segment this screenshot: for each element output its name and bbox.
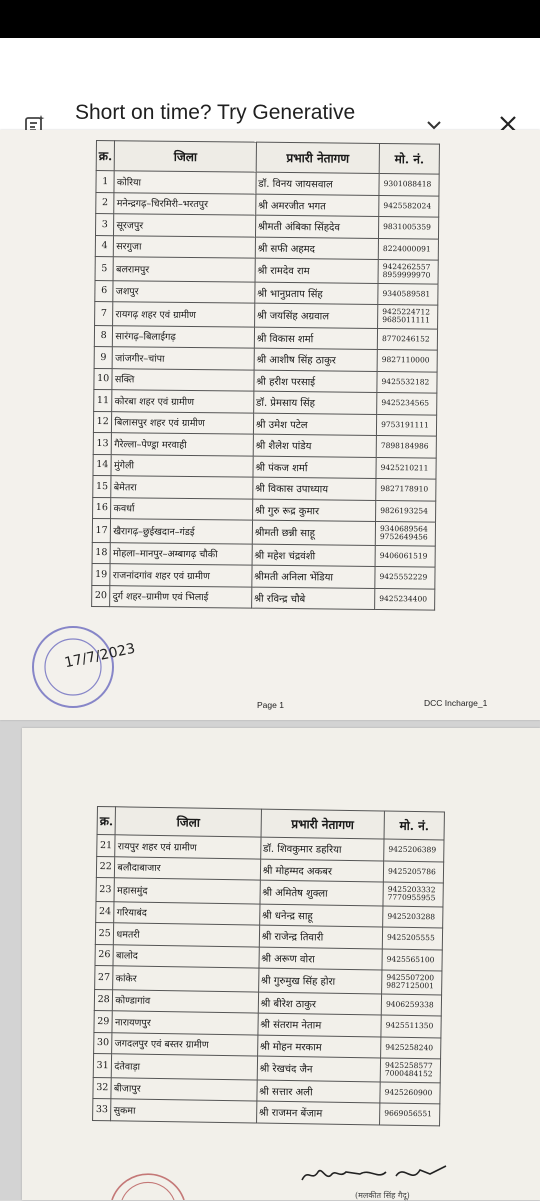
row-leader: श्री भानुप्रताप सिंह: [255, 282, 379, 305]
row-district: बलरामपुर: [113, 257, 255, 282]
row-number: 5: [95, 256, 114, 280]
row-leader: श्री मोहन मरकाम: [257, 1035, 381, 1058]
mobile-number: 9752649456: [379, 532, 428, 542]
row-leader: श्री उमेश पटेल: [253, 413, 377, 436]
mobile-number: 9425206389: [388, 844, 437, 855]
mobile-number: 9425234400: [379, 593, 428, 604]
mobile-number: 9424262557: [382, 262, 431, 272]
row-leader: डॉ. विनय जायसवाल: [256, 172, 380, 195]
row-number: 28: [94, 989, 113, 1011]
mobile-number: 9425205555: [386, 932, 435, 943]
row-leader: श्री अमितेष शुक्ला: [260, 880, 384, 905]
row-district: मनेन्द्रगढ़–चिरमिरी–भरतपुर: [114, 192, 256, 215]
row-mobile: [383, 882, 443, 906]
row-mobile: [377, 328, 437, 350]
mobile-number: 9826193254: [380, 505, 428, 516]
header-leader: प्रभारी नेतागण: [256, 142, 380, 173]
row-mobile: [378, 238, 438, 260]
row-number: 24: [96, 901, 115, 923]
mobile-number: 9406061519: [379, 550, 428, 561]
row-number: 29: [94, 1010, 113, 1032]
row-district: बलौदाबाजार: [115, 856, 261, 880]
mobile-number: 9753191111: [381, 419, 429, 430]
mobile-number: 9425582024: [383, 200, 432, 211]
header-sn: क्र.: [97, 807, 116, 835]
row-district: बालोद: [113, 944, 259, 968]
row-leader: श्री हरीश परसाई: [254, 370, 378, 393]
mobile-number: 9425258577: [384, 1060, 433, 1071]
row-district: कोरिया: [114, 171, 256, 194]
row-district: सरगुजा: [114, 235, 256, 258]
mobile-number: 9425224712: [382, 307, 431, 317]
mobile-number: 7898184986: [380, 441, 429, 451]
mobile-number: 9425203332: [387, 884, 436, 895]
row-number: 25: [95, 922, 114, 944]
row-mobile: [377, 371, 437, 393]
row-district: राजनांदगांव शहर एवं ग्रामीण: [110, 564, 252, 587]
status-bar: [0, 0, 540, 38]
table-row: [92, 518, 435, 545]
mobile-number: 8770246152: [381, 333, 430, 344]
header-district: जिला: [115, 807, 261, 837]
row-number: 16: [93, 497, 112, 519]
row-mobile: [380, 1058, 440, 1082]
mobile-number: 9827125001: [386, 980, 435, 991]
party-stamp-bottom: [108, 1168, 188, 1200]
row-district: खैरागढ़–छुईखदान–गंडई: [111, 519, 253, 544]
mobile-number: 9301088418: [383, 179, 432, 189]
row-leader: श्री रेखचंद जैन: [257, 1056, 381, 1081]
row-number: 33: [93, 1098, 112, 1120]
incharge-table-page-1: [91, 140, 440, 611]
header-mobile: मो. नं.: [384, 811, 444, 840]
mobile-number: 9425205786: [388, 866, 436, 877]
row-mobile: [376, 435, 436, 457]
row-number: 11: [94, 389, 113, 411]
table-row: [95, 301, 438, 328]
row-leader: श्री संतराम नेताम: [258, 1013, 382, 1036]
row-mobile: [375, 566, 435, 588]
mobile-number: 9425552229: [379, 572, 428, 582]
row-mobile: [378, 283, 438, 305]
header-district: जिला: [115, 141, 257, 172]
mobile-number: 8959999970: [382, 270, 431, 280]
row-district: दंतेवाड़ा: [112, 1054, 258, 1080]
row-number: 17: [92, 518, 111, 542]
mobile-number: 9425511350: [385, 1020, 434, 1031]
mobile-number: 9425260900: [384, 1087, 433, 1098]
row-number: 3: [96, 214, 115, 236]
row-leader: श्री विकास उपाध्याय: [253, 477, 377, 500]
row-district: कोरबा शहर एवं ग्रामीण: [112, 390, 254, 413]
row-leader: श्री जयसिंह अग्रवाल: [254, 303, 378, 328]
row-leader: श्री राजेन्द्र तिवारी: [259, 925, 383, 948]
row-mobile: [382, 948, 442, 970]
row-mobile: [380, 1103, 440, 1125]
row-leader: श्री बीरेश ठाकुर: [258, 992, 382, 1015]
row-district: रायपुर शहर एवं ग्रामीण: [115, 835, 261, 859]
row-number: 6: [95, 280, 114, 302]
row-district: सक्ति: [112, 368, 254, 391]
mobile-number: 9425507200: [386, 972, 435, 983]
mobile-number: 7000484152: [384, 1068, 433, 1079]
mobile-number: 9340589581: [382, 288, 431, 299]
row-leader: श्री पंकज शर्मा: [253, 456, 377, 479]
row-leader: श्री महेश चंद्रवंशी: [252, 544, 376, 567]
row-number: 30: [94, 1032, 113, 1054]
row-number: 2: [96, 192, 115, 214]
mobile-number: 9685011111: [382, 315, 430, 325]
row-district: मुंगेली: [111, 454, 253, 477]
mobile-number: 8224000091: [382, 243, 431, 254]
handwritten-date: 17/7/2023: [63, 640, 137, 672]
mobile-number: 9406259338: [385, 999, 434, 1010]
mobile-number: 9827178910: [380, 484, 429, 494]
row-mobile: [376, 414, 436, 436]
row-mobile: [379, 195, 439, 217]
row-number: 21: [97, 835, 116, 857]
row-district: कोण्डागांव: [113, 989, 259, 1013]
row-mobile: [377, 392, 437, 414]
row-district: मोहला–मानपुर–अम्बागढ़ चौकी: [110, 542, 252, 565]
row-leader: श्री रविन्द्र चौबे: [251, 587, 375, 610]
row-district: रायगढ़ शहर एवं ग्रामीण: [113, 302, 255, 327]
row-leader: श्री सत्तार अली: [257, 1080, 381, 1103]
row-number: 27: [95, 965, 114, 989]
row-leader: श्री गुरु रूद्र कुमार: [252, 499, 376, 522]
row-leader: श्री राजमन बेंजाम: [256, 1101, 380, 1124]
row-number: 26: [95, 944, 114, 966]
row-number: 12: [93, 411, 112, 433]
row-leader: श्री सफी अहमद: [255, 237, 379, 260]
row-number: 22: [96, 856, 115, 878]
row-leader: श्री रामदेव राम: [255, 258, 379, 283]
row-mobile: [381, 1036, 441, 1058]
row-mobile: [383, 906, 443, 928]
mobile-number: 9827110000: [381, 355, 430, 365]
generative-summary-banner[interactable]: [0, 38, 540, 130]
row-district: बिलासपुर शहर एवं ग्रामीण: [112, 411, 254, 434]
handwritten-signature: [300, 1160, 450, 1190]
row-number: 13: [93, 432, 112, 454]
row-number: 10: [94, 368, 113, 390]
row-mobile: [379, 173, 439, 195]
row-mobile: [378, 259, 438, 283]
mobile-number: 9425203288: [387, 911, 436, 922]
row-mobile: [381, 1015, 441, 1037]
mobile-number: 9340689564: [379, 524, 428, 534]
row-district: सूरजपुर: [114, 214, 256, 237]
mobile-number: 9425234565: [381, 398, 430, 408]
mobile-number: 9831005359: [383, 222, 431, 232]
row-number: 31: [93, 1053, 112, 1077]
row-district: गैरेल्ला–पेण्ड्रा मरवाही: [112, 433, 254, 456]
mobile-number: 9669056551: [384, 1108, 433, 1119]
row-number: 15: [93, 475, 112, 497]
row-number: 20: [92, 585, 111, 607]
row-mobile: [382, 927, 442, 949]
incharge-table-page-2: [92, 806, 445, 1126]
row-mobile: [376, 500, 436, 522]
row-district: धमतरी: [114, 923, 260, 947]
row-district: महासमुंद: [114, 878, 260, 904]
row-leader: श्री अरूण वोरा: [259, 947, 383, 970]
row-mobile: [384, 839, 444, 861]
row-leader: श्रीमती अंबिका सिंहदेव: [255, 215, 379, 238]
row-leader: डॉ. शिवकुमार डहरिया: [260, 837, 384, 860]
row-mobile: [375, 545, 435, 567]
row-number: 8: [94, 325, 113, 347]
row-district: जगदलपुर एवं बस्तर ग्रामीण: [112, 1032, 258, 1056]
row-leader: श्रीमती अनिला भेंडिया: [252, 565, 376, 588]
row-district: जांजगीर–चांपा: [113, 347, 255, 370]
row-number: 9: [94, 346, 113, 368]
table-row: [92, 585, 435, 610]
row-leader: श्री अमरजीत भगत: [256, 194, 380, 217]
row-mobile: [383, 861, 443, 883]
row-mobile: [380, 1081, 440, 1103]
row-district: सुकमा: [111, 1099, 257, 1123]
banner-title[interactable]: Short on time? Try Generative: [75, 101, 356, 124]
row-leader: श्री विकास शर्मा: [254, 327, 378, 350]
header-leader: प्रभारी नेतागण: [261, 809, 385, 839]
row-district: नारायणपुर: [112, 1011, 258, 1035]
row-mobile: [381, 993, 441, 1015]
page-number: Page 1: [257, 700, 284, 710]
mobile-number: 7770955955: [387, 892, 436, 903]
row-leader: श्री शैलेश पांडेय: [253, 434, 377, 457]
row-leader: डॉ. प्रेमसाय सिंह: [253, 391, 377, 414]
row-mobile: [377, 349, 437, 371]
row-number: 23: [96, 877, 115, 901]
signature-name: (मलकीत सिंह गैदू): [355, 1191, 410, 1200]
row-district: कांकेर: [113, 966, 259, 992]
row-district: गरियाबंद: [114, 901, 260, 925]
row-district: बीजापुर: [111, 1077, 257, 1101]
row-mobile: [376, 478, 436, 500]
row-number: 1: [96, 171, 115, 193]
mobile-number: 9425532182: [381, 376, 430, 387]
row-number: 7: [95, 301, 114, 325]
row-leader: श्री आशीष सिंह ठाकुर: [254, 348, 378, 371]
mobile-number: 9425258240: [385, 1042, 434, 1053]
row-district: सारंगढ़–बिलाईगढ़: [113, 325, 255, 348]
row-leader: श्री गुरुमुख सिंह होरा: [258, 968, 382, 993]
row-district: दुर्ग शहर–ग्रामीण एवं भिलाई: [110, 585, 252, 608]
row-mobile: [379, 216, 439, 238]
mobile-number: 9425210211: [380, 462, 429, 473]
row-mobile: [375, 588, 435, 610]
row-number: 18: [92, 542, 111, 564]
row-number: 14: [93, 454, 112, 476]
row-mobile: [382, 970, 442, 994]
row-number: 32: [93, 1077, 112, 1099]
row-mobile: [378, 304, 438, 328]
row-mobile: [376, 457, 436, 479]
row-leader: श्रीमती छन्नी साहू: [252, 520, 376, 545]
row-leader: श्री मोहम्मद अकबर: [260, 859, 384, 882]
row-leader: श्री धनेन्द्र साहू: [259, 904, 383, 927]
row-district: जशपुर: [113, 280, 255, 303]
row-number: 19: [92, 563, 111, 585]
mobile-number: 9425565100: [386, 954, 435, 965]
header-sn: क्र.: [96, 141, 115, 171]
document-name: DCC Incharge_1: [424, 698, 488, 708]
row-mobile: [375, 521, 435, 545]
header-mobile: मो. नं.: [379, 143, 439, 174]
table-row: [95, 256, 438, 283]
row-district: बेमेतरा: [111, 476, 253, 499]
row-number: 4: [95, 235, 114, 257]
row-district: कवर्धा: [111, 497, 253, 520]
